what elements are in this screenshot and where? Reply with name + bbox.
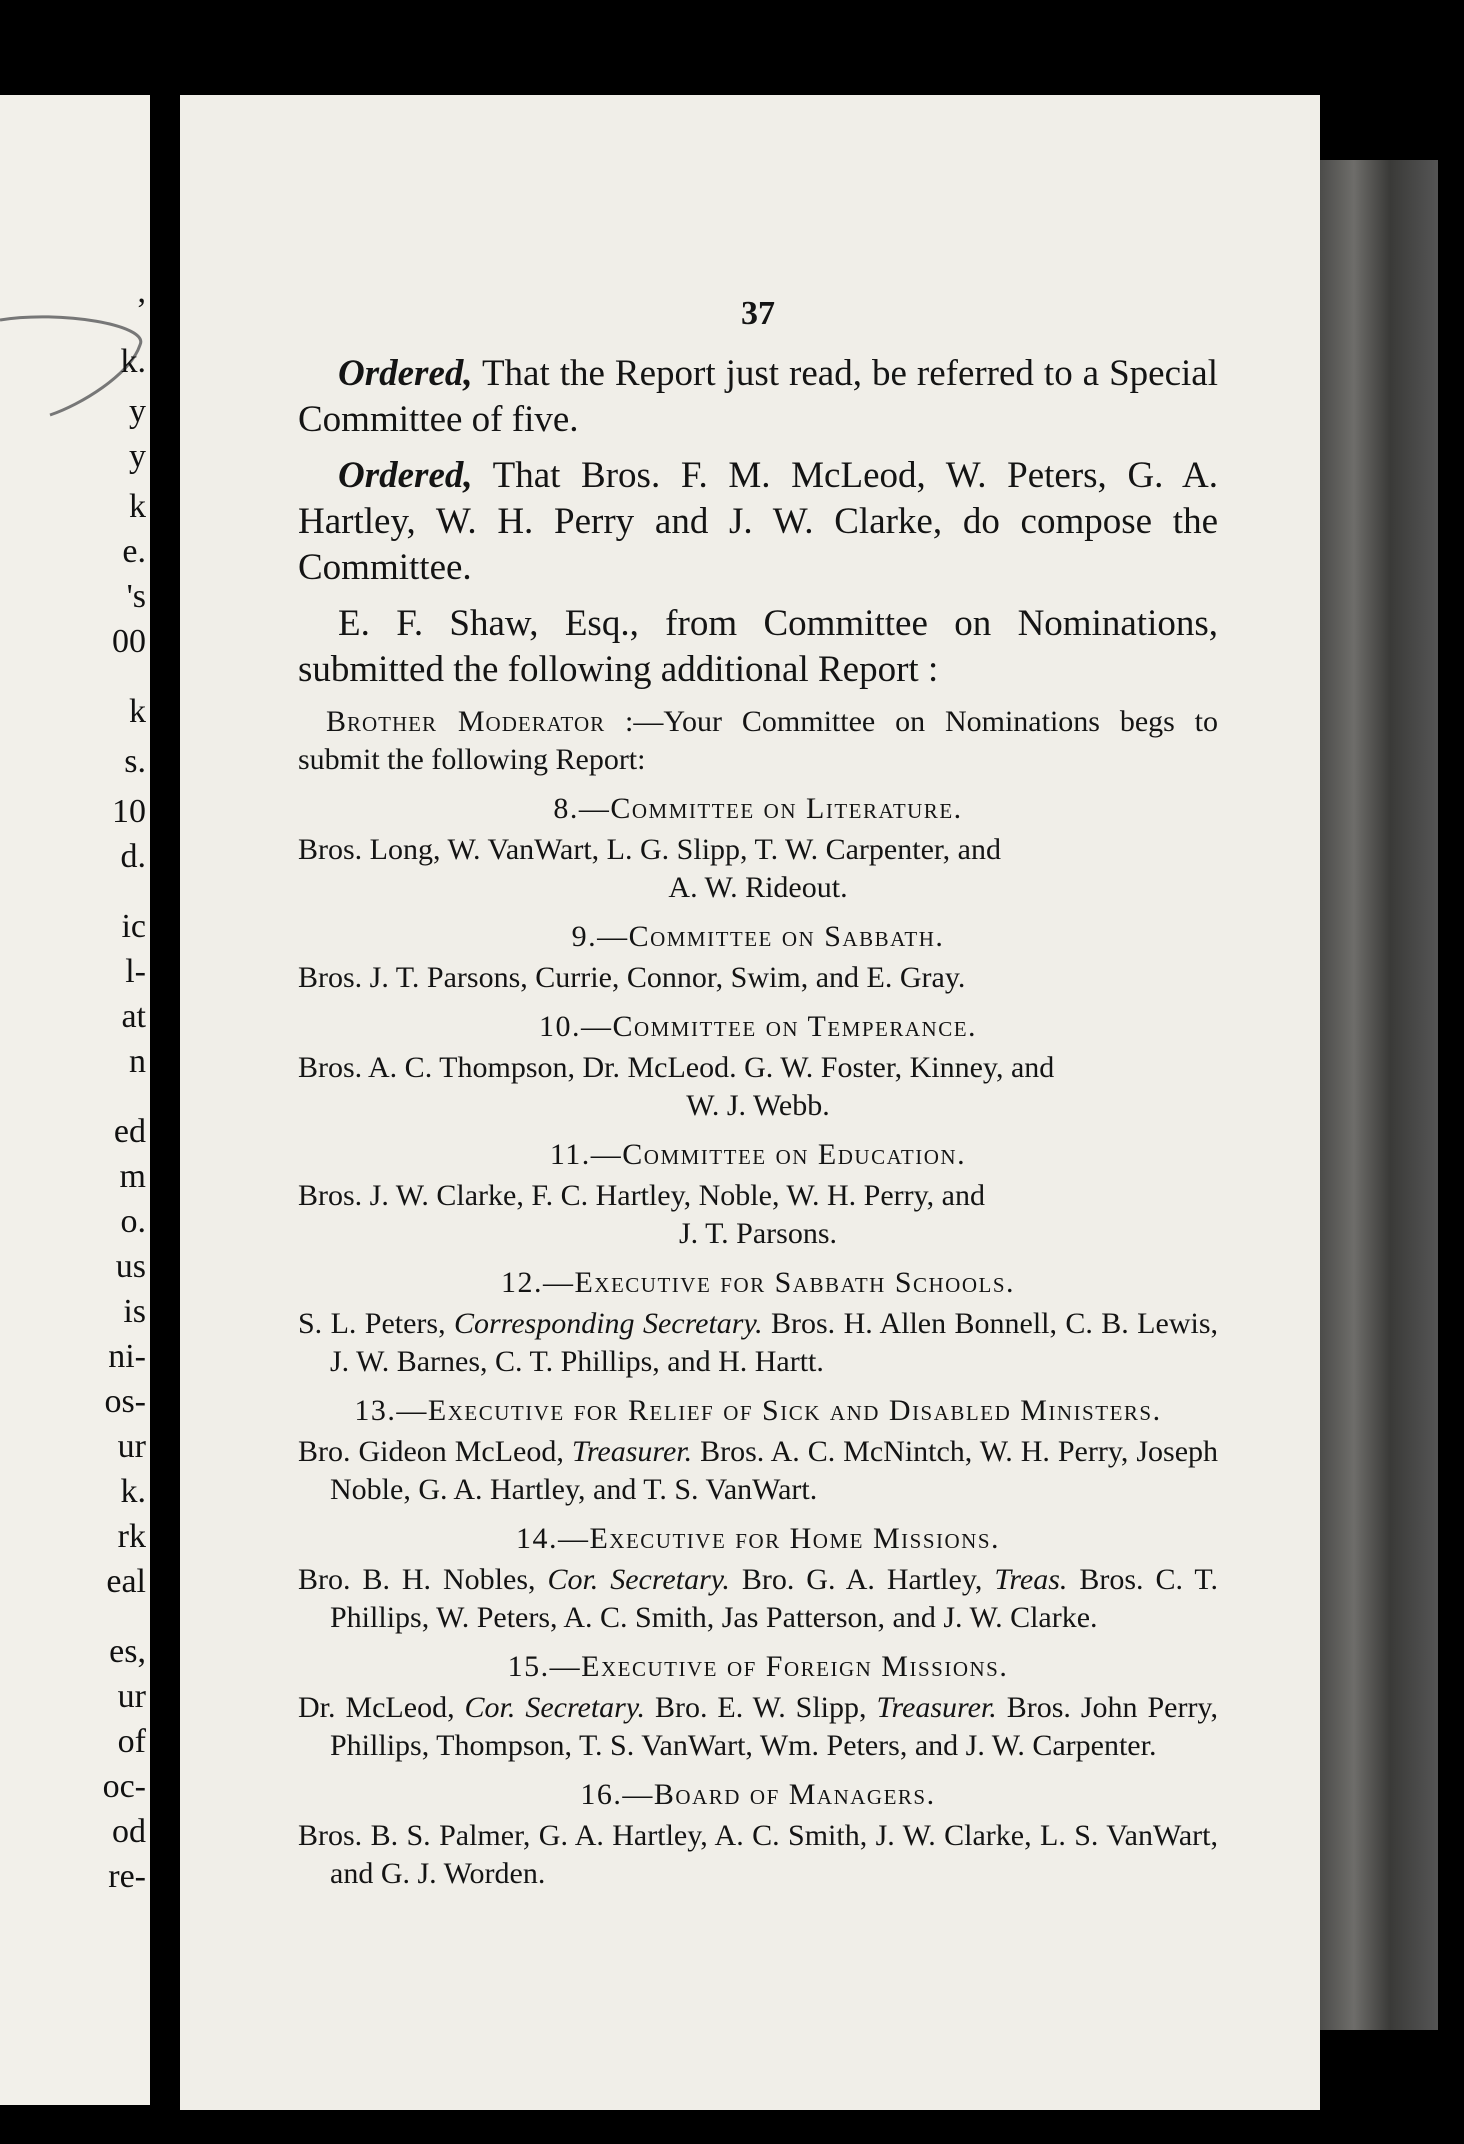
previous-page-fragment-text: n bbox=[129, 1043, 146, 1080]
previous-page-fragment-text: ni- bbox=[108, 1338, 146, 1375]
previous-page-fragment-text: e. bbox=[122, 533, 146, 570]
section-members: S. L. Peters, Corresponding Secretary. Bros. H. Allen Bonnell, C. B. Lewis, J. W. Barnes, C. T. Phillips, and H. Hartt. bbox=[298, 1307, 1218, 1378]
previous-page-fragment-text: 's bbox=[126, 578, 146, 615]
section-members-continued: W. J. Webb. bbox=[686, 1089, 830, 1122]
previous-page-fragment-text: ur bbox=[117, 1428, 146, 1465]
report-address: Brother Moderator :—Your Committee on Nominations begs to submit the following Report: bbox=[298, 705, 1219, 776]
section-heading: 16.—Board of Managers. bbox=[580, 1778, 936, 1811]
section-members-continued: J. T. Parsons. bbox=[678, 1217, 838, 1250]
section-heading: 10.—Committee on Temperance. bbox=[538, 1010, 978, 1043]
previous-page-fragment-text: s. bbox=[124, 743, 146, 780]
section-heading: 9.—Committee on Sabbath. bbox=[571, 920, 945, 953]
previous-page-fragment bbox=[0, 95, 150, 2105]
previous-page-fragment-text: os- bbox=[104, 1383, 146, 1420]
paragraph-nominations: E. F. Shaw, Esq., from Committee on Nominations, submitted the following additional Report : bbox=[298, 603, 1218, 690]
section-heading: 11.—Committee on Education. bbox=[549, 1138, 967, 1171]
previous-page-fragment-text: k. bbox=[120, 343, 146, 380]
section-members: Bros. J. T. Parsons, Currie, Connor, Swim, and E. Gray. bbox=[298, 961, 966, 994]
previous-page-fragment-text: ed bbox=[113, 1113, 146, 1150]
previous-page-fragment-text: rk bbox=[117, 1518, 146, 1555]
section-heading: 14.—Executive for Home Missions. bbox=[515, 1522, 1001, 1555]
previous-page-fragment-text: , bbox=[137, 273, 146, 310]
previous-page-fragment-text: k bbox=[129, 693, 146, 730]
page-content bbox=[298, 295, 1218, 1893]
section-heading: 8.—Committee on Literature. bbox=[553, 792, 963, 825]
previous-page-fragment-text: d. bbox=[120, 838, 146, 875]
previous-page-fragment-text: l- bbox=[125, 953, 146, 990]
pencil-mark bbox=[0, 95, 150, 495]
previous-page-fragment-text: o. bbox=[120, 1203, 146, 1240]
paragraph-ordered-2: Ordered, That Bros. F. M. McLeod, W. Peters, G. A. Hartley, W. H. Perry and J. W. Clarke, do compose the Committee. bbox=[298, 455, 1218, 588]
section-members: Bros. J. W. Clarke, F. C. Hartley, Noble, W. H. Perry, and bbox=[298, 1179, 985, 1212]
previous-page-fragment-text: 10 bbox=[112, 793, 146, 830]
section-heading: 15.—Executive of Foreign Missions. bbox=[507, 1650, 1009, 1683]
section-heading: 13.—Executive for Relief of Sick and Disabled Ministers. bbox=[354, 1394, 1162, 1427]
previous-page-fragment-text: oc- bbox=[102, 1768, 146, 1805]
previous-page-fragment-text: y bbox=[129, 393, 146, 430]
previous-page-fragment-text: k bbox=[129, 488, 146, 525]
section-members: Bros. A. C. Thompson, Dr. McLeod. G. W. Foster, Kinney, and bbox=[298, 1051, 1055, 1084]
paragraph-ordered-1: Ordered, That the Report just read, be referred to a Special Committee of five. bbox=[298, 353, 1218, 440]
section-heading: 12.—Executive for Sabbath Schools. bbox=[500, 1266, 1016, 1299]
section-members: Bros. B. S. Palmer, G. A. Hartley, A. C. Smith, J. W. Clarke, L. S. VanWart, and G. J. Worden. bbox=[298, 1819, 1218, 1890]
previous-page-fragment-text: 00 bbox=[112, 623, 146, 660]
section-members: Bro. Gideon McLeod, Treasurer. Bros. A. C. McNintch, W. H. Perry, Joseph Noble, G. A. Hartley, and T. S. VanWart. bbox=[298, 1435, 1219, 1506]
previous-page-fragment-text: k. bbox=[120, 1473, 146, 1510]
previous-page-fragment-text: us bbox=[115, 1248, 146, 1285]
previous-page-fragment-text: ic bbox=[121, 908, 146, 945]
previous-page-fragment-text: m bbox=[119, 1158, 146, 1195]
previous-page-fragment-text: ur bbox=[117, 1678, 146, 1715]
previous-page-fragment-text: is bbox=[123, 1293, 146, 1330]
previous-page-fragment-text: es, bbox=[109, 1633, 146, 1670]
section-members: Dr. McLeod, Cor. Secretary. Bro. E. W. Slipp, Treasurer. Bros. John Perry, Phillips, Thompson, T. S. VanWart, Wm. Peters, and J. W. Carpenter. bbox=[298, 1691, 1218, 1762]
page bbox=[180, 95, 1320, 2110]
previous-page-fragment-text: of bbox=[117, 1723, 146, 1760]
previous-page-fragment-text: od bbox=[112, 1813, 146, 1850]
committee-list bbox=[298, 789, 1218, 1253]
section-members: Bro. B. H. Nobles, Cor. Secretary. Bro. G. A. Hartley, Treas. Bros. C. T. Phillips, W. Peters, A. C. Smith, Jas Patterson, and J. W. Clarke. bbox=[298, 1563, 1218, 1634]
previous-page-fragment-text: at bbox=[121, 998, 146, 1035]
page-number: 37 bbox=[741, 295, 775, 332]
previous-page-fragment-text: y bbox=[129, 438, 146, 475]
page-block-edge bbox=[1318, 160, 1438, 2030]
book-gutter bbox=[150, 0, 180, 2144]
section-members: Bros. Long, W. VanWart, L. G. Slipp, T. W. Carpenter, and bbox=[298, 833, 1001, 866]
previous-page-fragment-text: re- bbox=[108, 1858, 146, 1895]
section-members-continued: A. W. Rideout. bbox=[668, 871, 848, 904]
previous-page-fragment-text: eal bbox=[106, 1563, 146, 1600]
